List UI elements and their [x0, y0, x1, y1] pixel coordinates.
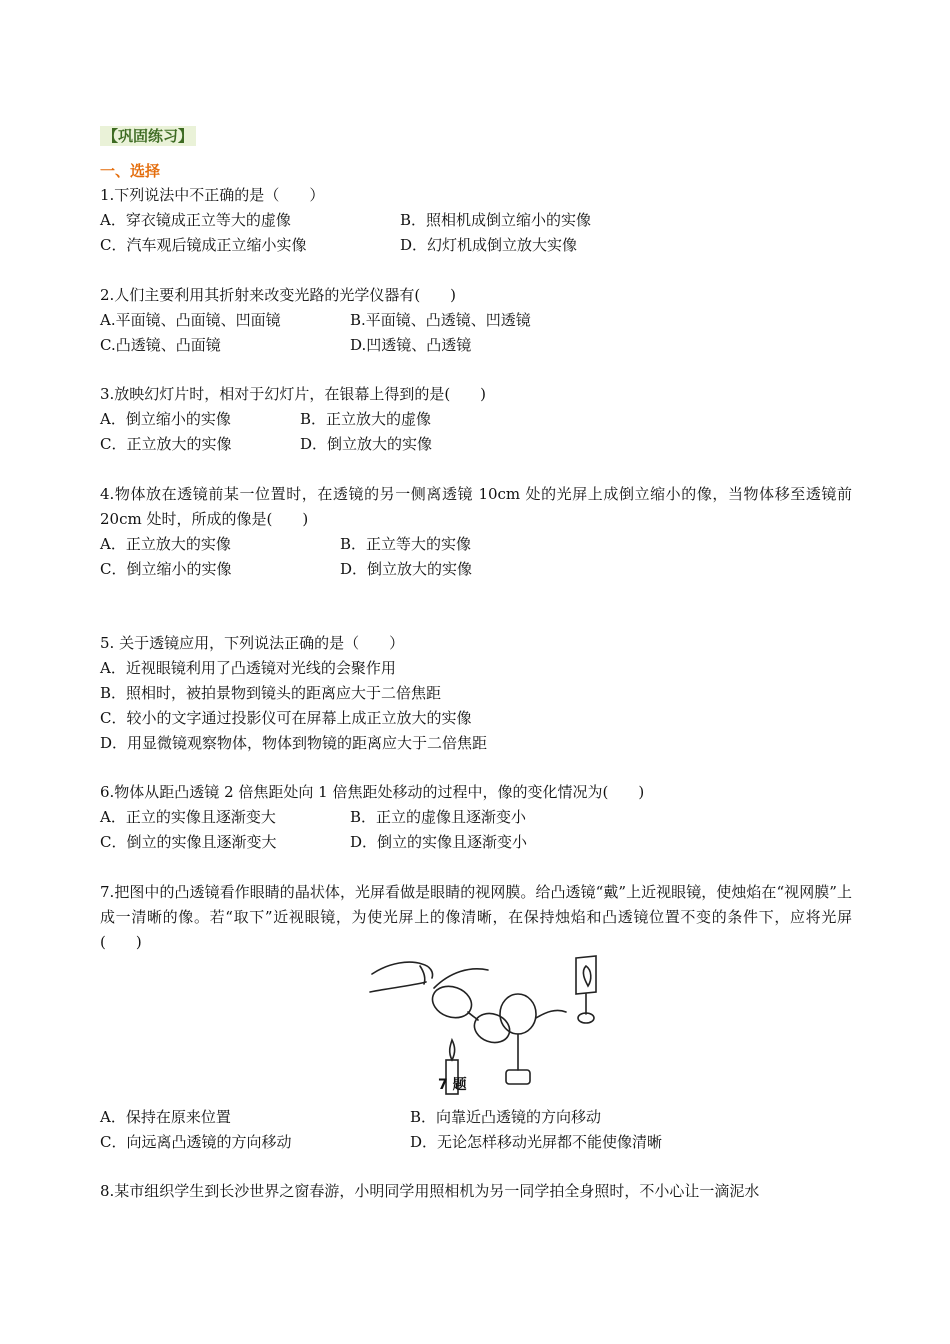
question-1-option-b: B．照相机成倒立缩小的实像 [400, 211, 592, 229]
question-1-option-c: C．汽车观后镜成正立缩小实像 [100, 236, 307, 254]
question-3-option-d: D．倒立放大的实像 [300, 435, 433, 453]
question-2-option-b: B.平面镜、凸透镜、凹透镜 [350, 311, 531, 329]
light-screen [576, 956, 596, 994]
question-2-option-c: C.凸透镜、凸面镜 [100, 336, 221, 354]
question-1-stem: 1.下列说法中不正确的是（ ） [100, 186, 325, 204]
question-7-option-a: A．保持在原来位置 [100, 1108, 231, 1126]
candle-flame-icon [450, 1040, 455, 1060]
figure-caption: 7 题 [438, 1077, 467, 1093]
question-7-option-d: D．无论怎样移动光屏都不能使像清晰 [410, 1133, 663, 1151]
lens-experiment-figure [360, 952, 600, 1102]
question-5-option-a: A．近视眼镜利用了凸透镜对光线的会聚作用 [100, 659, 396, 677]
question-4-option-c: C．倒立缩小的实像 [100, 560, 232, 578]
question-7-option-c: C．向远离凸透镜的方向移动 [100, 1133, 292, 1151]
question-5-stem: 5. 关于透镜应用，下列说法正确的是（ ） [100, 634, 405, 652]
question-2-stem: 2.人们主要利用其折射来改变光路的光学仪器有( ) [100, 286, 457, 304]
question-6-option-d: D．倒立的实像且逐渐变小 [350, 833, 528, 851]
question-1-option-d: D．幻灯机成倒立放大实像 [400, 236, 578, 254]
question-8-stem: 8.某市组织学生到长沙世界之窗春游，小明同学用照相机为另一同学拍全身照时，不小心让一滴泥水 [100, 1182, 760, 1200]
question-6-stem: 6.物体从距凸透镜 2 倍焦距处向 1 倍焦距处移动的过程中，像的变化情况为( ) [100, 783, 645, 801]
question-5-option-c: C．较小的文字通过投影仪可在屏幕上成正立放大的实像 [100, 709, 472, 727]
hand-outline [372, 962, 433, 978]
question-3-stem: 3.放映幻灯片时，相对于幻灯片，在银幕上得到的是( ) [100, 385, 487, 403]
section-title [100, 125, 196, 147]
question-5-option-d: D．用显微镜观察物体，物体到物镜的距离应大于二倍焦距 [100, 734, 488, 752]
section-label: 【巩固练习】 [100, 126, 196, 146]
question-2-option-a: A.平面镜、凸面镜、凹面镜 [100, 311, 281, 329]
question-7-stem: 7.把图中的凸透镜看作眼睛的晶状体，光屏看做是眼睛的视网膜。给凸透镜“戴”上近视眼镜，使烛焰在“视网膜”上成一清晰的像。若“取下”近视眼镜，为使光屏上的像清晰，在保持烛焰和凸透镜位置不变的条件下，应将光屏( ) [100, 883, 852, 951]
convex-lens [500, 994, 536, 1034]
question-6-option-a: A．正立的实像且逐渐变大 [100, 808, 276, 826]
question-4-option-b: B．正立等大的实像 [340, 535, 472, 553]
question-3-option-a: A．倒立缩小的实像 [100, 410, 231, 428]
question-6-option-c: C．倒立的实像且逐渐变大 [100, 833, 277, 851]
question-3-option-b: B．正立放大的虚像 [300, 410, 432, 428]
question-2-option-d: D.凹透镜、凸透镜 [350, 336, 472, 354]
glasses-lens-right [470, 1009, 513, 1048]
question-4-option-a: A．正立放大的实像 [100, 535, 231, 553]
question-7-option-b: B．向靠近凸透镜的方向移动 [410, 1108, 602, 1126]
question-6-option-b: B．正立的虚像且逐渐变小 [350, 808, 527, 826]
question-4-stem: 4.物体放在透镜前某一位置时，在透镜的另一侧离透镜 10cm 处的光屏上成倒立缩小的像，当物体移至透镜前 20cm 处时，所成的像是( ) [100, 485, 852, 528]
lens-stand [506, 1070, 530, 1084]
question-5-option-b: B．照相时，被拍景物到镜头的距离应大于二倍焦距 [100, 684, 442, 702]
question-3-option-c: C．正立放大的实像 [100, 435, 232, 453]
section-subtitle: 一、选择 [100, 162, 161, 180]
question-1-option-a: A．穿衣镜成正立等大的虚像 [100, 211, 291, 229]
question-4-option-d: D．倒立放大的实像 [340, 560, 473, 578]
